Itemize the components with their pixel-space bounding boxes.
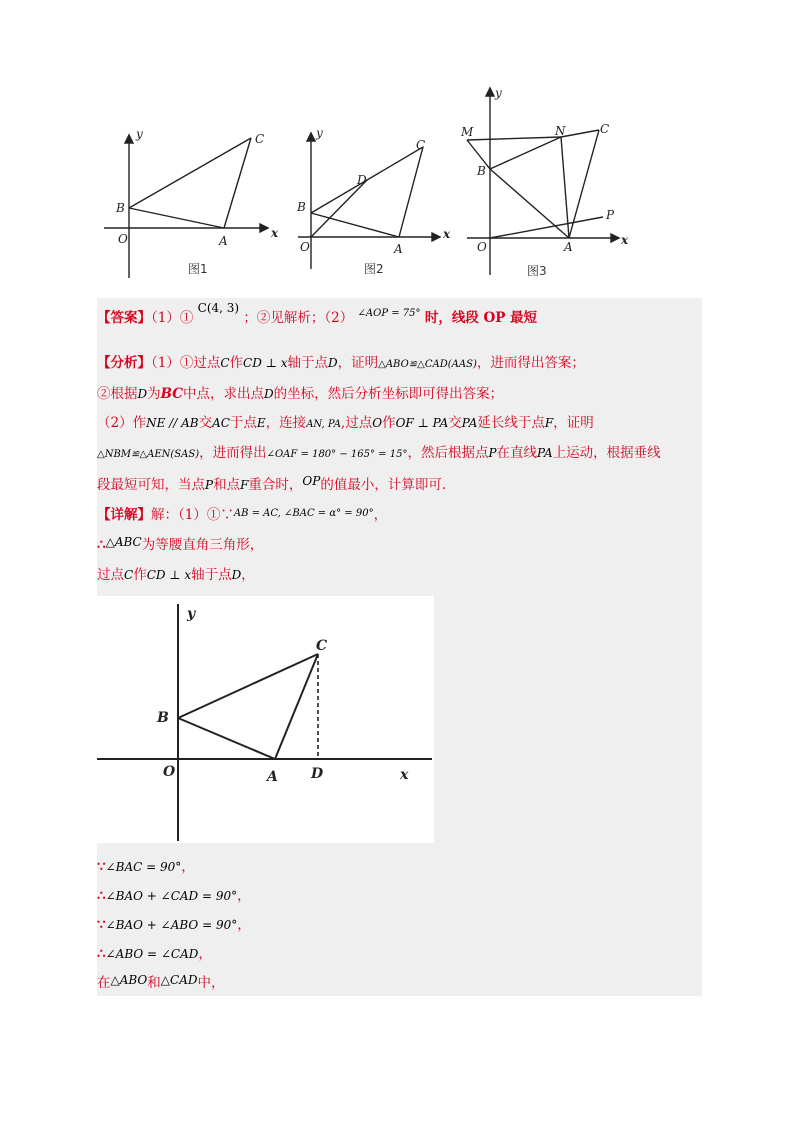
fig2-d-label: D [357,173,367,187]
analysis-line-1: 【分析】（1）①过点C作CD ⊥ x轴于点D，证明△ABO≌△CAD(AAS)，进而得出答案； [97,355,585,371]
analysis-line-2: ②根据D为BC中点，求出点D的坐标，然后分析坐标即可得出答案； [97,386,504,402]
fig2-a-label: A [394,242,403,256]
figure-3 [459,85,639,285]
fig1-x-label: x [271,226,279,240]
fig1-b-label: B [116,201,125,215]
solution-panel [97,298,702,996]
top-figures [98,85,658,285]
detail-line-1: 【详解】解：（1）①∵$^{AB = AC, \angle BAC = \alpha^\circ = 90^\circ}$， [97,507,388,523]
fig3-x-label: x [621,233,629,247]
detail-figure [97,596,434,843]
analysis-tag: 【分析】 [97,355,151,371]
detail-step-4: ∴∠ABO = ∠CAD， [97,946,212,962]
fig1-o-label: O [118,232,128,246]
analysis-line-5: 段最短可知，当点P和点F重合时，OP的值最小，计算即可. [97,474,447,493]
detail-fig-o-label: O [163,764,176,780]
fig3-caption: 图3 [527,264,547,278]
detail-step-3: ∵∠BAO + ∠ABO = 90°， [97,917,251,933]
fig3-b-label: B [477,164,486,178]
answer-line: 【答案】（1）① C(4, 3) ；②见解析；（2） $^{\angle AOP = 75^\circ}$ 时，线段 OP 最短 [97,301,538,326]
detail-tag: 【详解】 [97,507,151,523]
detail-fig-c-label: C [316,638,328,654]
detail-line-3: 过点C作CD ⊥ x轴于点D， [97,567,255,583]
fig2-y-label: y [316,126,323,140]
fig1-y-label: y [136,127,143,141]
fig2-c-label: C [416,138,426,152]
fig2-caption: 图2 [364,262,384,276]
answer-coord-c: C(4, 3) [197,301,240,315]
fig2-x-label: x [443,227,451,241]
detail-step-1: ∵∠BAC = 90°， [97,859,195,875]
detail-step-5: 在△ABO和△CAD中， [97,973,225,991]
fig3-c-label: C [600,122,610,136]
fig3-m-label: M [461,125,474,139]
fig3-a-label: A [564,240,573,254]
detail-fig-y-label: y [187,606,196,622]
fig2-b-label: B [297,200,306,214]
answer-angle: ∠AOP = 75° [357,308,421,319]
figure-2 [294,85,454,285]
detail-fig-d-label: D [311,766,324,782]
figure-1 [98,85,288,285]
detail-fig-b-label: B [157,710,169,726]
fig3-p-label: P [606,208,615,222]
detail-fig-a-label: A [267,769,278,785]
fig1-a-label: A [219,234,228,248]
answer-tag: 【答案】 [97,310,151,326]
detail-figure-svg [97,596,434,843]
detail-line-2: ∴△ABC为等腰直角三角形， [97,535,264,553]
fig3-o-label: O [477,240,487,254]
fig1-caption: 图1 [188,262,208,276]
fig1-c-label: C [255,132,265,146]
detail-fig-x-label: x [400,767,409,783]
fig3-n-label: N [555,124,566,138]
analysis-line-4: △NBM≌△AEN(SAS)，进而得出∠OAF = 180° − 165° = 15°，然后根据点P在直线PA上运动，根据垂线 [97,445,661,461]
analysis-line-3: （2）作NE // AB交AC于点E，连接AN, PA,过点O作OF ⊥ PA交PA延长线于点F，证明 [97,415,594,431]
fig2-o-label: O [300,240,310,254]
detail-step-2: ∴∠BAO + ∠CAD = 90°， [97,888,251,904]
fig3-y-label: y [495,86,502,100]
